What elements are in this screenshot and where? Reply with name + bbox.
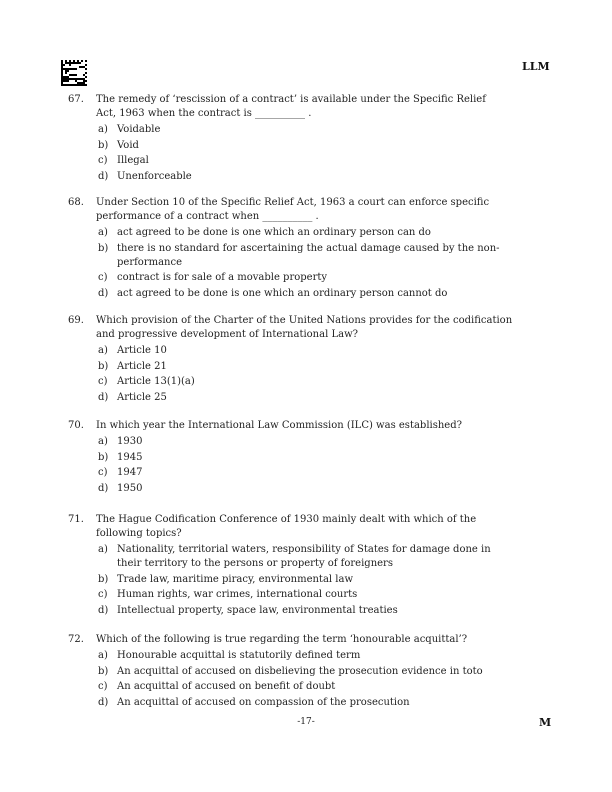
question-67 <box>68 93 548 185</box>
option-a <box>98 435 548 449</box>
option-text: Human rights, war crimes, international courts <box>117 589 358 601</box>
question-number: 71. <box>68 514 84 525</box>
options-list <box>98 344 548 405</box>
option-d <box>98 482 548 496</box>
option-d <box>98 696 548 710</box>
option-text: Unenforceable <box>117 170 192 182</box>
question-text <box>96 633 548 647</box>
question-number: 72. <box>68 634 84 645</box>
option-b <box>98 451 548 465</box>
question-text-line: performance of a contract when __________ . <box>96 211 319 222</box>
option-b <box>98 139 548 153</box>
option-b <box>98 573 548 587</box>
option-b <box>98 665 548 679</box>
question-text <box>96 196 548 224</box>
option-label: a) <box>98 650 108 661</box>
question-number: 67. <box>68 94 84 105</box>
option-text: Illegal <box>117 155 149 167</box>
question-number: 70. <box>68 420 84 431</box>
option-label: d) <box>98 287 109 299</box>
question-70 <box>68 419 548 497</box>
question-72 <box>68 633 548 711</box>
option-label: d) <box>98 391 109 403</box>
option-label: a) <box>98 436 108 447</box>
option-text: An acquittal of accused on disbelieving the prosecution evidence in toto <box>117 665 483 677</box>
question-text-line: and progressive development of International Law? <box>96 329 358 340</box>
option-label: d) <box>98 482 109 494</box>
question-text <box>96 314 548 342</box>
option-label: c) <box>98 155 108 167</box>
question-text-line: Which provision of the Charter of the United Nations provides for the codification <box>96 315 513 326</box>
option-text: act agreed to be done is one which an ordinary person can do <box>117 227 431 238</box>
datamatrix-barcode <box>61 60 87 86</box>
question-69 <box>68 314 548 406</box>
option-a <box>98 344 548 358</box>
option-text: Article 21 <box>117 360 167 372</box>
question-text <box>96 513 548 541</box>
options-list <box>98 123 548 184</box>
option-label: b) <box>98 665 109 677</box>
option-d <box>98 287 548 301</box>
option-d <box>98 391 548 405</box>
question-text <box>96 93 548 121</box>
option-text: 1945 <box>117 451 143 463</box>
option-label: a) <box>98 227 108 238</box>
question-text-line: The Hague Codification Conference of 1930 mainly dealt with which of the <box>96 514 477 525</box>
option-text: Article 10 <box>117 345 167 356</box>
option-label: b) <box>98 139 109 151</box>
series-code: M <box>539 716 552 729</box>
option-b <box>98 360 548 374</box>
paper-code: LLM <box>522 60 550 73</box>
option-label: b) <box>98 360 109 372</box>
options-list <box>98 543 548 618</box>
option-text: Voidable <box>117 124 161 135</box>
option-text: performance <box>117 256 183 268</box>
option-label: b) <box>98 573 109 585</box>
option-label: d) <box>98 170 109 182</box>
option-text: Void <box>117 139 139 151</box>
question-text-line: The remedy of ‘rescission of a contract’ is available under the Specific Relief <box>96 94 486 105</box>
question-71 <box>68 513 548 619</box>
question-number: 69. <box>68 315 84 326</box>
option-text: 1950 <box>117 482 143 494</box>
option-label: c) <box>98 681 108 693</box>
option-label: a) <box>98 345 108 356</box>
option-c <box>98 588 548 602</box>
question-text-line: Act, 1963 when the contract is __________ . <box>96 108 312 119</box>
page-number: -17- <box>297 717 315 727</box>
option-text: their territory to the persons or property of foreigners <box>117 558 393 569</box>
option-a <box>98 649 548 663</box>
option-text: Intellectual property, space law, environmental treaties <box>117 604 398 616</box>
option-label: c) <box>98 272 108 284</box>
option-text: Trade law, maritime piracy, environmental law <box>117 573 354 585</box>
options-list <box>98 649 548 710</box>
option-label: a) <box>98 124 108 135</box>
question-text-line: Which of the following is true regarding the term ‘honourable acquittal’? <box>96 634 468 645</box>
question-text-line: following topics? <box>96 528 182 539</box>
option-label: a) <box>98 544 108 555</box>
option-label: d) <box>98 696 109 708</box>
option-text: Honourable acquittal is statutorily defined term <box>117 650 361 661</box>
question-text <box>96 419 548 433</box>
option-c <box>98 154 548 168</box>
option-label: b) <box>98 451 109 463</box>
option-c <box>98 680 548 694</box>
option-d <box>98 170 548 184</box>
option-label: c) <box>98 589 108 601</box>
option-a <box>98 543 548 571</box>
option-label: d) <box>98 604 109 616</box>
options-list <box>98 435 548 496</box>
option-b <box>98 242 548 270</box>
option-label: c) <box>98 467 108 479</box>
question-text-line: In which year the International Law Commission (ILC) was established? <box>96 420 462 431</box>
option-c <box>98 271 548 285</box>
option-text: 1930 <box>117 436 143 447</box>
option-a <box>98 123 548 137</box>
option-text: 1947 <box>117 467 143 479</box>
option-text: there is no standard for ascertaining the actual damage caused by the non- <box>117 242 500 254</box>
option-a <box>98 226 548 240</box>
option-text: An acquittal of accused on compassion of the prosecution <box>117 696 410 708</box>
option-text: act agreed to be done is one which an ordinary person cannot do <box>117 287 448 299</box>
option-text: Article 25 <box>117 391 167 403</box>
question-68 <box>68 196 548 302</box>
question-text-line: Under Section 10 of the Specific Relief Act, 1963 a court can enforce specific <box>96 197 490 208</box>
question-number: 68. <box>68 197 84 208</box>
option-label: c) <box>98 376 108 388</box>
option-text: An acquittal of accused on benefit of doubt <box>117 681 336 693</box>
option-c <box>98 466 548 480</box>
option-label: b) <box>98 242 109 254</box>
option-text: Article 13(1)(a) <box>117 376 195 388</box>
options-list <box>98 226 548 301</box>
option-text: contract is for sale of a movable property <box>117 272 328 284</box>
option-c <box>98 375 548 389</box>
option-text: Nationality, territorial waters, responsibility of States for damage done in <box>117 544 491 555</box>
option-d <box>98 604 548 618</box>
